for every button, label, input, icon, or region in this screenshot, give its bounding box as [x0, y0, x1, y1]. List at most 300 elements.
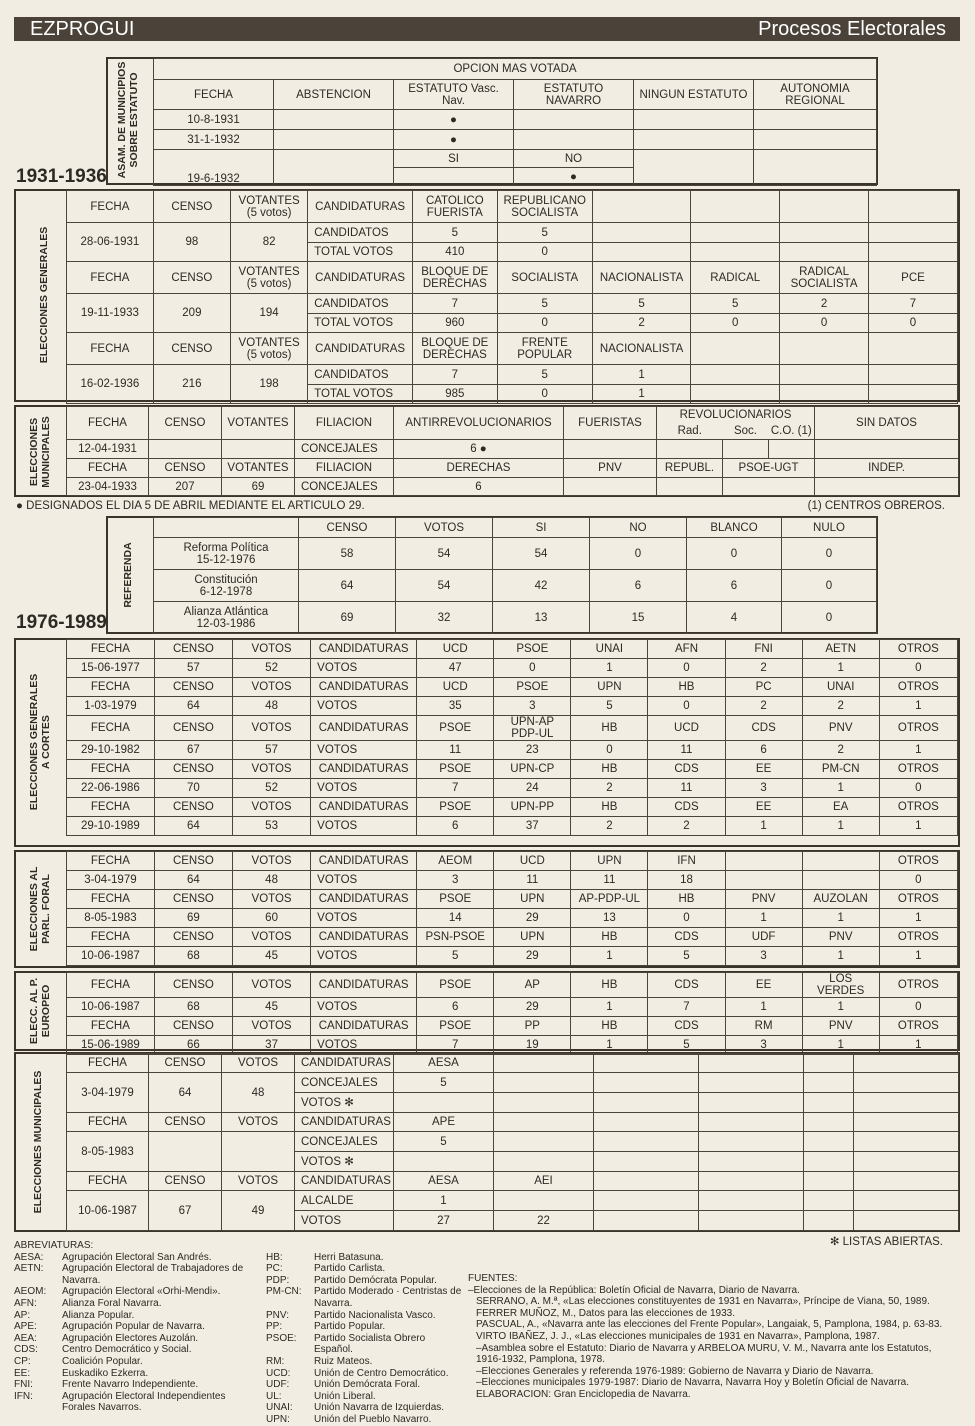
cell: VOTOS	[311, 817, 417, 836]
cell: 68	[154, 998, 232, 1017]
cell: 0	[648, 697, 725, 716]
cell: SI	[394, 150, 514, 168]
cell: Rad.	[657, 424, 723, 440]
cell	[691, 333, 780, 365]
cell: VOTOS	[232, 716, 310, 741]
cell: UPN	[571, 852, 648, 871]
cell	[691, 385, 780, 404]
cell: UPN-AP PDP-UL	[494, 716, 571, 741]
cell: PSOE	[494, 640, 571, 659]
cell: FECHA	[67, 459, 149, 478]
cell	[149, 1132, 222, 1172]
cell: UCD	[648, 716, 725, 741]
fuentes	[468, 1273, 958, 1401]
cell: CANDIDATURAS	[308, 333, 413, 365]
abbr-item	[266, 1286, 466, 1309]
cell: 8-05-1983	[67, 909, 155, 928]
cell: 0	[494, 659, 571, 678]
fuente-line: PASCUAL, A., «Navarra ante las elecciones del Frente Popular», Langaiak, 5, Pamplona, 1984, p. 63-83.	[476, 1319, 943, 1331]
cell: UCD	[417, 640, 494, 659]
cell: OPCION MAS VOTADA	[154, 59, 877, 80]
cell: FECHA	[154, 80, 274, 110]
cell: 3	[725, 1036, 802, 1055]
referendum-date: 15-12-1976	[196, 553, 256, 566]
cell: BLANCO	[687, 518, 782, 538]
cell: 70	[154, 779, 232, 798]
cell: 53	[232, 817, 310, 836]
abbr-value: Agrupación Popular de Navarra.	[62, 1321, 205, 1333]
cell: VOTOS	[311, 947, 417, 966]
cell: PNV	[802, 1017, 879, 1036]
cell: 48	[232, 871, 310, 890]
cell: 3-04-1979	[67, 871, 155, 890]
cell: 0	[590, 538, 687, 570]
cell: FECHA	[67, 760, 155, 779]
fuente-line: FERRER MUÑOZ, M., Datos para las elecciones de 1933.	[476, 1307, 735, 1319]
abbr-item	[266, 1391, 466, 1403]
cell: FECHA	[67, 890, 155, 909]
cell: 0	[571, 741, 648, 760]
cell: PSOE	[494, 678, 571, 697]
cell	[869, 365, 958, 385]
cell: CENSO	[154, 928, 232, 947]
cell: 5	[417, 947, 494, 966]
abbr-item	[14, 1391, 254, 1414]
abbr-item	[14, 1356, 254, 1368]
abbr-key: UNAI:	[266, 1402, 293, 1414]
cell: 69	[154, 909, 232, 928]
europeo-label: ELECC. AL P. EUROPEO	[28, 977, 52, 1045]
cell	[394, 1093, 494, 1113]
cell: PNV	[802, 928, 879, 947]
cell: 11	[494, 871, 571, 890]
europeo-table	[66, 972, 958, 1055]
cell: CANDIDATURAS	[295, 1113, 394, 1132]
cell: AESA	[394, 1054, 494, 1073]
cell	[780, 385, 869, 404]
cell: 69	[299, 602, 396, 634]
cell: AUZOLAN	[802, 890, 879, 909]
abbr-value: Euskadiko Ezkerra.	[62, 1367, 149, 1379]
cell: PSOE	[417, 973, 494, 998]
cortes-label: ELECCIONES GENERALES A CORTES	[28, 673, 52, 811]
cell: VOTOS	[311, 871, 417, 890]
cell: VOTOS ✻	[295, 1152, 394, 1172]
cell	[634, 110, 754, 130]
cell	[494, 1113, 594, 1132]
cell: APE	[394, 1113, 494, 1132]
cell: VOTANTES (5 votos)	[231, 262, 308, 294]
cell: 2	[725, 659, 802, 678]
cell	[869, 333, 958, 365]
abbr-item	[266, 1402, 466, 1414]
cell: CANDIDATURAS	[311, 640, 417, 659]
cell	[869, 191, 958, 223]
abbr-item	[266, 1368, 466, 1380]
cell: 57	[232, 741, 310, 760]
cell: FECHA	[67, 973, 155, 998]
abbr-item	[266, 1321, 466, 1333]
cell: 0	[691, 314, 780, 333]
cell: 16-02-1936	[67, 365, 154, 404]
cell: CENSO	[149, 407, 222, 440]
abbr-value: Unión de Centro Democrático.	[314, 1367, 449, 1379]
cell: REPUBLICANO SOCIALISTA	[497, 191, 592, 223]
cell: CENSO	[154, 798, 232, 817]
cortes-table	[66, 639, 958, 836]
cell: CENSO	[149, 1172, 222, 1191]
cell: FECHA	[67, 716, 155, 741]
cell: FECHA	[67, 191, 154, 223]
note-listas: ✻ LISTAS ABIERTAS.	[829, 1236, 943, 1248]
cell: CENSO	[154, 716, 232, 741]
cell: CDS	[648, 760, 725, 779]
cell: BLOQUE DE DERECHAS	[412, 333, 497, 365]
cell: AESA	[394, 1172, 494, 1191]
abbr-key: APE:	[14, 1321, 37, 1333]
cell: 29	[494, 998, 571, 1017]
cell: 60	[232, 909, 310, 928]
cell: 1-03-1979	[67, 697, 155, 716]
cell: NACIONALISTA	[592, 262, 690, 294]
cell: 19	[494, 1036, 571, 1055]
cell: 1	[571, 1036, 648, 1055]
abbr-item	[14, 1344, 254, 1356]
cell	[780, 365, 869, 385]
cell: FECHA	[67, 1113, 149, 1132]
cell: FUERISTAS	[564, 407, 657, 440]
cell	[592, 223, 690, 243]
abbr-value: Centro Democrático y Social.	[62, 1344, 192, 1356]
cell: FECHA	[67, 1172, 149, 1191]
header-right: Procesos Electorales	[758, 18, 946, 40]
generales1931-table	[66, 190, 958, 404]
cell: 10-8-1931	[154, 110, 274, 130]
abbr-key: UPN:	[266, 1413, 290, 1425]
cell: 0	[782, 602, 877, 634]
cell: 2	[648, 817, 725, 836]
cell: 6	[417, 998, 494, 1017]
fuente-line: –Elecciones de la República: Boletín Oficial de Navarra, Diario de Navarra.	[468, 1284, 800, 1296]
cell: 5	[497, 294, 592, 314]
abbr-item	[14, 1298, 254, 1310]
cell	[274, 150, 394, 186]
cell: CENSO	[154, 760, 232, 779]
cell	[725, 852, 802, 871]
cell	[780, 333, 869, 365]
cell: NO	[514, 150, 634, 168]
referendum-name: Reforma Política	[183, 541, 269, 554]
cell: 98	[153, 223, 230, 262]
cell: 6	[417, 817, 494, 836]
cell: 4	[687, 602, 782, 634]
cell: 66	[154, 1036, 232, 1055]
cell: CENSO	[154, 890, 232, 909]
abbr-key: IFN:	[14, 1390, 33, 1402]
cell: 54	[396, 570, 493, 602]
abbr-key: CDS:	[14, 1344, 38, 1356]
cell: CANDIDATOS	[308, 365, 413, 385]
cell: VOTOS	[311, 741, 417, 760]
cell: 13	[493, 602, 590, 634]
cell: CENSO	[154, 1017, 232, 1036]
cell: 19-11-1933	[67, 294, 154, 333]
municipales-label: ELECCIONES MUNICIPALES	[32, 1070, 44, 1214]
cell: 0	[648, 909, 725, 928]
cell: CENSO	[154, 973, 232, 998]
cell: UCD	[417, 678, 494, 697]
abbr-value: Agrupación Electoral «Orhi-Mendi».	[62, 1286, 221, 1298]
cell: 10-06-1987	[67, 1191, 149, 1231]
cell: CENSO	[153, 191, 230, 223]
cell	[869, 243, 958, 262]
cell: 19-6-1932	[154, 150, 274, 186]
cell: 0	[780, 314, 869, 333]
cell: OTROS	[879, 890, 957, 909]
fuente-line: –Elecciones Generales y referenda 1976-1989: Gobierno de Navarra y Diario de Navarra.	[476, 1365, 874, 1377]
cell: 5	[648, 1036, 725, 1055]
cell: 5	[691, 294, 780, 314]
cell: PP	[494, 1017, 571, 1036]
cell: 29-10-1982	[67, 741, 155, 760]
cell: 1	[802, 909, 879, 928]
cell: 54	[396, 538, 493, 570]
cell: PSOE	[417, 890, 494, 909]
cell: 1	[394, 1191, 494, 1211]
cell: CONCEJALES	[295, 440, 394, 459]
cell	[802, 852, 879, 871]
cell: VOTOS	[311, 1036, 417, 1055]
cell: 1	[571, 998, 648, 1017]
abbr-item	[14, 1263, 254, 1286]
cell: OTROS	[879, 760, 957, 779]
cell: 67	[154, 741, 232, 760]
cell	[869, 223, 958, 243]
cell: 12-04-1931	[67, 440, 149, 459]
cell: OTROS	[879, 852, 957, 871]
abbr-key: PDP:	[266, 1274, 290, 1286]
abbr-item	[266, 1275, 466, 1287]
cell: NACIONALISTA	[592, 333, 690, 365]
cell: HB	[648, 678, 725, 697]
abbr-value: Agrupación Electoral San Andrés.	[62, 1251, 212, 1263]
cell: HB	[571, 973, 648, 998]
cell: LOS VERDES	[802, 973, 879, 998]
cell: CANDIDATURAS	[308, 191, 413, 223]
cell: FECHA	[67, 798, 155, 817]
cell: CENSO	[154, 852, 232, 871]
cell: 2	[571, 817, 648, 836]
cell: 29-10-1989	[67, 817, 155, 836]
abbr-value: Unión del Pueblo Navarro.	[314, 1413, 432, 1425]
cell: 32	[396, 602, 493, 634]
cell: 2	[802, 697, 879, 716]
cell: CONCEJALES	[295, 1073, 394, 1093]
referendum-name: Constitución	[194, 573, 258, 586]
cell: 27	[394, 1211, 494, 1231]
cell	[754, 150, 877, 186]
abbr-item	[14, 1286, 254, 1298]
cell: 11	[571, 871, 648, 890]
cell: PNV	[564, 459, 657, 478]
cell: HB	[571, 760, 648, 779]
abbr-item	[266, 1333, 466, 1356]
cell: 10-06-1987	[67, 998, 155, 1017]
cell	[592, 243, 690, 262]
abbr-key: PSOE:	[266, 1332, 297, 1344]
abbr-value: Frente Navarro Independiente.	[62, 1379, 199, 1391]
cell: 7	[648, 998, 725, 1017]
cell: 28-06-1931	[67, 223, 154, 262]
cell: OTROS	[879, 716, 957, 741]
cell: 1	[571, 659, 648, 678]
cell	[691, 365, 780, 385]
cell: 13	[571, 909, 648, 928]
cell: FECHA	[67, 678, 155, 697]
cell: VOTOS	[232, 640, 310, 659]
abbr-value: Alianza Popular.	[62, 1309, 135, 1321]
cell: 45	[232, 947, 310, 966]
cell: 64	[149, 1073, 222, 1113]
cell: OTROS	[879, 1017, 957, 1036]
cell: 3	[494, 697, 571, 716]
cell	[494, 1152, 594, 1172]
cell: NO	[590, 518, 687, 538]
cell: 2	[725, 697, 802, 716]
cell: VOTOS	[295, 1211, 394, 1231]
cell: FECHA	[67, 407, 149, 440]
cell: UPN-PP	[494, 798, 571, 817]
abbr-key: PM-CN:	[266, 1286, 302, 1298]
cell: CANDIDATURAS	[311, 678, 417, 697]
referenda-label: REFERENDA	[122, 542, 134, 608]
cell: VOTOS	[232, 760, 310, 779]
cell: VOTOS ✻	[295, 1093, 394, 1113]
cell: 10-06-1987	[67, 947, 155, 966]
cell: NULO	[782, 518, 877, 538]
cell: UCD	[494, 852, 571, 871]
cell: 45	[232, 998, 310, 1017]
cell: 410	[412, 243, 497, 262]
cell: AETN	[802, 640, 879, 659]
cell: CANDIDATURAS	[311, 798, 417, 817]
cell: 22	[494, 1211, 594, 1231]
cell: 0	[879, 998, 957, 1017]
cell: 1	[879, 741, 957, 760]
cell: 37	[494, 817, 571, 836]
cell: CANDIDATURAS	[295, 1172, 394, 1191]
cell: 54	[493, 538, 590, 570]
cell	[691, 223, 780, 243]
cell: FRENTE POPULAR	[497, 333, 592, 365]
cell	[780, 243, 869, 262]
fuente-line: VIRTO IBAÑEZ, J. J., «Las elecciones municipales de 1931 en Navarra», Pamplona, 1987.	[476, 1330, 880, 1342]
cell: 47	[417, 659, 494, 678]
referenda-table	[153, 517, 877, 634]
cell: PCE	[869, 262, 958, 294]
abbr-value: Partido Socialista Obrero Español.	[314, 1332, 426, 1356]
cell: 5	[648, 947, 725, 966]
cell	[592, 191, 690, 223]
cell: HB	[648, 890, 725, 909]
cell: RADICAL SOCIALISTA	[780, 262, 869, 294]
abbr-value: Partido Nacionalista Vasco.	[314, 1309, 436, 1321]
cell: DERECHAS	[394, 459, 564, 478]
cell: 960	[412, 314, 497, 333]
cell: FECHA	[67, 640, 155, 659]
cell: 6	[725, 741, 802, 760]
cell: HB	[571, 928, 648, 947]
cell	[494, 1093, 594, 1113]
cell: 2	[592, 314, 690, 333]
cell: CANDIDATURAS	[295, 1054, 394, 1073]
cell: 0	[782, 570, 877, 602]
cell: 0	[497, 385, 592, 404]
abbr-key: AETN:	[14, 1263, 44, 1275]
cell: 6	[394, 478, 564, 496]
foral-label: ELECCIONES AL PARL. FORAL	[28, 866, 52, 952]
cell: 1	[592, 385, 690, 404]
abbr-value: Unión Liberal.	[314, 1390, 376, 1402]
cell: EE	[725, 973, 802, 998]
cell: 58	[299, 538, 396, 570]
abbr-item	[14, 1252, 254, 1264]
cell: CANDIDATURAS	[311, 928, 417, 947]
cell: EA	[802, 798, 879, 817]
year-1931: 1931-1936	[16, 166, 107, 187]
cell: PSN-PSOE	[417, 928, 494, 947]
fuentes-title: FUENTES:	[468, 1273, 518, 1284]
cell	[494, 1191, 594, 1211]
cell: PNV	[802, 716, 879, 741]
cell: C.O. (1)	[769, 424, 815, 440]
cell: IFN	[648, 852, 725, 871]
cell: 0	[879, 779, 957, 798]
cell: VOTANTES (5 votos)	[231, 333, 308, 365]
abbr-value: Agrupación Electores Auzolán.	[62, 1332, 199, 1344]
cell: 1	[802, 1036, 879, 1055]
cell: 0	[879, 871, 957, 890]
cell: 82	[231, 223, 308, 262]
cell: PC	[725, 678, 802, 697]
cell: CANDIDATURAS	[311, 716, 417, 741]
cell: 0	[869, 314, 958, 333]
cell: REVOLUCIONARIOS	[657, 407, 815, 424]
cell: CENSO	[149, 1054, 222, 1073]
cell: 0	[687, 538, 782, 570]
cell: VOTANTES (5 votos)	[231, 191, 308, 223]
cell: FECHA	[67, 852, 155, 871]
cell: 5	[394, 1132, 494, 1152]
cell: 52	[232, 659, 310, 678]
cell: 1	[802, 947, 879, 966]
cell: PM-CN	[802, 760, 879, 779]
cell: Soc.	[723, 424, 769, 440]
cell: 985	[412, 385, 497, 404]
cell: VOTANTES	[222, 407, 295, 440]
cell: 11	[417, 741, 494, 760]
cell: UDF	[725, 928, 802, 947]
cell: 5	[412, 223, 497, 243]
cell: 207	[149, 478, 222, 496]
cell: VOTOS	[232, 928, 310, 947]
abbr-item	[14, 1379, 254, 1391]
cell: 1	[802, 779, 879, 798]
cell: CENSO	[149, 1113, 222, 1132]
cell: CANDIDATURAS	[311, 1017, 417, 1036]
note-centros: (1) CENTROS OBREROS.	[807, 500, 945, 512]
cell: 49	[222, 1191, 295, 1231]
